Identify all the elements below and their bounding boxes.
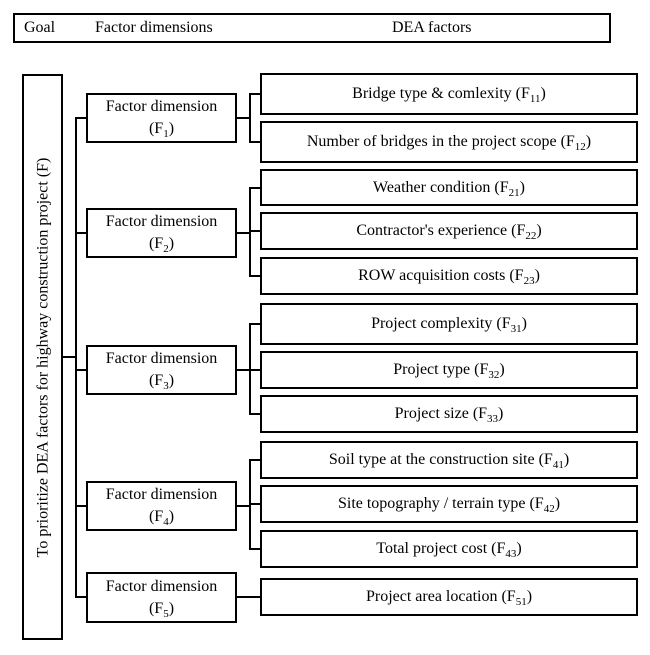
goal-box: [22, 74, 63, 640]
header-label-goal: Goal: [24, 19, 56, 36]
dimension-label: Factor dimension: [105, 350, 218, 367]
factor-label: Project complexity $(F_{31})$: [371, 315, 527, 335]
dimension-symbol: $(F_5)$: [148, 599, 175, 620]
factor-label: Total project cost $(F_{43})$: [376, 540, 522, 560]
factor-box-f43: [260, 530, 638, 568]
factor-box-f11: [260, 73, 638, 115]
connector-trunk-f3: [75, 369, 88, 371]
factor-box-f41: [260, 441, 638, 479]
factor-label: Project size $(F_{33})$: [394, 405, 504, 425]
dimension-box-f2: [86, 208, 237, 258]
goal-text: To prioritize DEA factors for highway construction project (F): [33, 157, 51, 557]
factor-label: Bridge type & comlexity $(F_{11})$: [352, 85, 546, 105]
branch-f2: [249, 187, 251, 277]
dimension-box-f5: [86, 572, 237, 623]
connector-branch-f22: [249, 230, 262, 232]
factor-box-f33: [260, 395, 638, 433]
factor-label: Contractor's experience $(F_{22})$: [356, 222, 542, 242]
factor-box-f12: [260, 121, 638, 163]
dimension-box-f1: [86, 93, 237, 143]
factor-box-f31: [260, 303, 638, 345]
connector-trunk-f2: [75, 232, 88, 234]
factor-box-f22: [260, 212, 638, 250]
connector-branch-f12: [249, 141, 262, 143]
factor-label: ROW acquisition costs $(F_{23})$: [358, 267, 540, 287]
dimension-symbol: $(F_2)$: [148, 235, 175, 255]
factor-label: Site topography / terrain type $(F_{42})$: [337, 495, 561, 515]
connector-f5-f51: [235, 596, 262, 598]
connector-branch-f11: [249, 93, 262, 95]
dimension-symbol: $(F_4)$: [148, 508, 175, 528]
factor-box-f42: [260, 485, 638, 523]
connector-branch-f23: [249, 275, 262, 277]
header-box: [13, 13, 611, 43]
dimension-label: Factor dimension: [105, 98, 218, 115]
connector-trunk-f4: [75, 505, 88, 507]
factor-box-f23: [260, 257, 638, 295]
dimension-box-f4: [86, 481, 237, 531]
connector-branch-f31: [249, 323, 262, 325]
connector-trunk-f1: [75, 117, 88, 119]
header-label-factor-dimensions: Factor dimensions: [95, 19, 213, 36]
connector-branch-f43: [249, 548, 262, 550]
dimension-symbol: $(F_1)$: [148, 120, 175, 140]
connector-branch-f33: [249, 413, 262, 415]
connector-branch-f32: [249, 369, 262, 371]
dimension-label: Factor dimension: [105, 213, 218, 230]
dimension-label: Factor dimension: [105, 486, 218, 503]
branch-f1: [249, 93, 251, 143]
factor-box-f21: [260, 169, 638, 206]
factor-label: Project area location $(F_{51})$: [365, 588, 533, 608]
connector-branch-f41: [249, 459, 262, 461]
dimension-symbol: $(F_3)$: [148, 372, 175, 392]
factor-label: Weather condition $(F_{21})$: [373, 178, 525, 199]
factor-box-f51: [260, 578, 638, 616]
factor-box-f32: [260, 351, 638, 389]
dimension-label: Factor dimension: [105, 577, 218, 595]
connector-trunk: [75, 117, 77, 598]
connector-trunk-f5: [75, 596, 88, 598]
factor-label: Number of bridges in the project scope $(F_{12})$: [306, 133, 592, 153]
factor-label: Soil type at the construction site $(F_{41})$: [328, 451, 570, 471]
factor-label: Project type $(F_{32})$: [393, 361, 505, 381]
header-label-dea-factors: DEA factors: [392, 19, 472, 36]
dimension-box-f3: [86, 345, 237, 395]
connector-branch-f21: [249, 187, 262, 189]
connector-branch-f42: [249, 503, 262, 505]
